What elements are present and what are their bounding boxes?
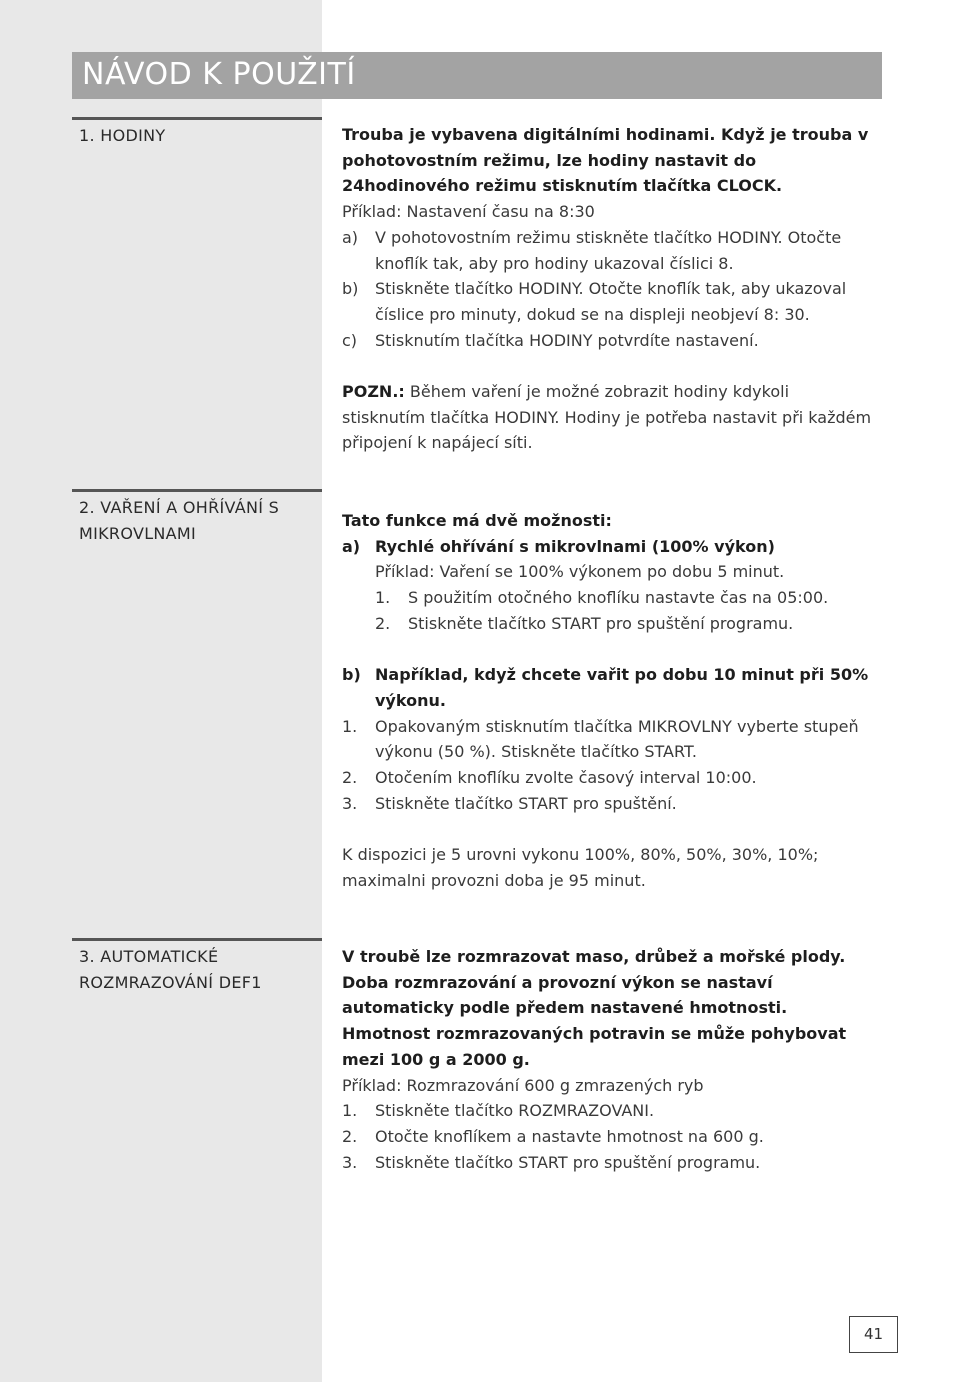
list-text: Stiskněte tlačítko HODINY. Otočte knoflík tak, aby ukazoval číslice pro minuty, dokud se na displeji neobjeví 8: 30.: [375, 279, 847, 324]
section-intro: Trouba je vybavena digitálními hodinami. Když je trouba v pohotovostním režimu, lze hodiny nastavit do 24hodinového režimu stisknutím tlačítka CLOCK.: [342, 125, 869, 196]
list-marker: b): [342, 665, 361, 685]
list-item: [342, 765, 877, 791]
section-divider: [72, 117, 322, 120]
list-marker: b): [342, 279, 359, 299]
list-item: [375, 611, 877, 637]
section-divider: [72, 938, 322, 941]
section-intro: V troubě lze rozmrazovat maso, drůbež a mořské plody. Doba rozmrazování a provozní výkon se nastaví automaticky podle předem nastavené hmotnosti. Hmotnost rozmrazovaných potravin se může pohybovat mezi 100 g a 2000 g.: [342, 947, 847, 1069]
list-marker: a): [342, 227, 359, 247]
page-title-bar: [72, 52, 882, 99]
section-heading-rozmrazovani: 3. AUTOMATICKÉ ROZMRAZOVÁNÍ DEF1: [79, 947, 262, 992]
list-marker: 1.: [375, 588, 391, 608]
list-marker: 3.: [342, 1152, 358, 1172]
section-heading-vareni: 2. VAŘENÍ A OHŘÍVÁNÍ S MIKROVLNAMI: [79, 498, 280, 543]
list-text: Otočte knoflíkem a nastavte hmotnost na 600 g.: [375, 1126, 764, 1146]
left-margin-band: [0, 0, 322, 1382]
list-text: V pohotovostním režimu stiskněte tlačítko HODINY. Otočte knoflík tak, aby pro hodiny ukazoval číslici 8.: [375, 227, 842, 273]
list-marker: 2.: [342, 1126, 358, 1146]
list-text: S použitím otočného knoflíku nastavte čas na 05:00.: [408, 588, 829, 608]
list-marker: 1.: [342, 716, 358, 736]
list-item: [342, 328, 877, 354]
list-item: [342, 276, 877, 327]
list-item: [342, 1124, 877, 1150]
page-number: 41: [849, 1316, 898, 1353]
option-b-heading: [342, 662, 877, 713]
example-line: Příklad: Nastavení času na 8:30: [342, 202, 595, 222]
example-line: Příklad: Vaření se 100% výkonem po dobu 5 minut.: [375, 562, 785, 582]
page-title: NÁVOD K POUŽITÍ: [82, 57, 356, 92]
note-label: POZN.:: [342, 382, 405, 402]
power-levels-note: K dispozici je 5 urovni vykonu 100%, 80%, 50%, 30%, 10%; maximalni provozni doba je 95 minut.: [342, 845, 819, 890]
list-text: Stiskněte tlačítko START pro spuštění.: [375, 793, 677, 813]
section-intro: Tato funkce má dvě možnosti:: [342, 511, 612, 530]
list-text: Opakovaným stisknutím tlačítka MIKROVLNY vyberte stupeň výkonu (50 %). Stiskněte tlačítko START.: [375, 716, 859, 762]
list-marker: a): [342, 536, 361, 556]
example-line: Příklad: Rozmrazování 600 g zmrazených ryb: [342, 1075, 704, 1095]
list-marker: 2.: [342, 768, 358, 788]
list-text: Rychlé ohřívání s mikrovlnami (100% výkon): [375, 536, 775, 556]
list-text: Otočením knoflíku zvolte časový interval 10:00.: [375, 768, 757, 788]
list-marker: 3.: [342, 793, 358, 813]
list-text: Stiskněte tlačítko START pro spuštění programu.: [375, 1152, 761, 1172]
list-marker: c): [342, 330, 358, 350]
option-a-heading: [342, 534, 877, 560]
list-item: [375, 585, 877, 611]
list-item: [342, 1150, 877, 1176]
section-body-hodiny: [342, 122, 877, 456]
list-text: Stisknutím tlačítka HODINY potvrdíte nastavení.: [375, 330, 759, 350]
note-paragraph: [342, 379, 877, 456]
section-body-rozmrazovani: [342, 944, 877, 1175]
section-divider: [72, 489, 322, 492]
list-marker: 1.: [342, 1101, 358, 1121]
list-item: [342, 1098, 877, 1124]
list-text: Stiskněte tlačítko ROZMRAZOVANI.: [375, 1101, 655, 1121]
list-item: [342, 225, 877, 276]
list-text: Stiskněte tlačítko START pro spuštění programu.: [408, 613, 794, 633]
list-text: Například, když chcete vařit po dobu 10 minut při 50% výkonu.: [375, 665, 869, 710]
list-marker: 2.: [375, 613, 391, 633]
section-body-vareni: [342, 508, 877, 894]
list-item: [342, 714, 877, 765]
note-text: Během vaření je možné zobrazit hodiny kdykoli stisknutím tlačítka HODINY. Hodiny je potřeba nastavit při každém připojení k napájecí síti.: [342, 382, 872, 453]
section-heading-hodiny: 1. HODINY: [79, 126, 166, 145]
list-item: [342, 791, 877, 817]
